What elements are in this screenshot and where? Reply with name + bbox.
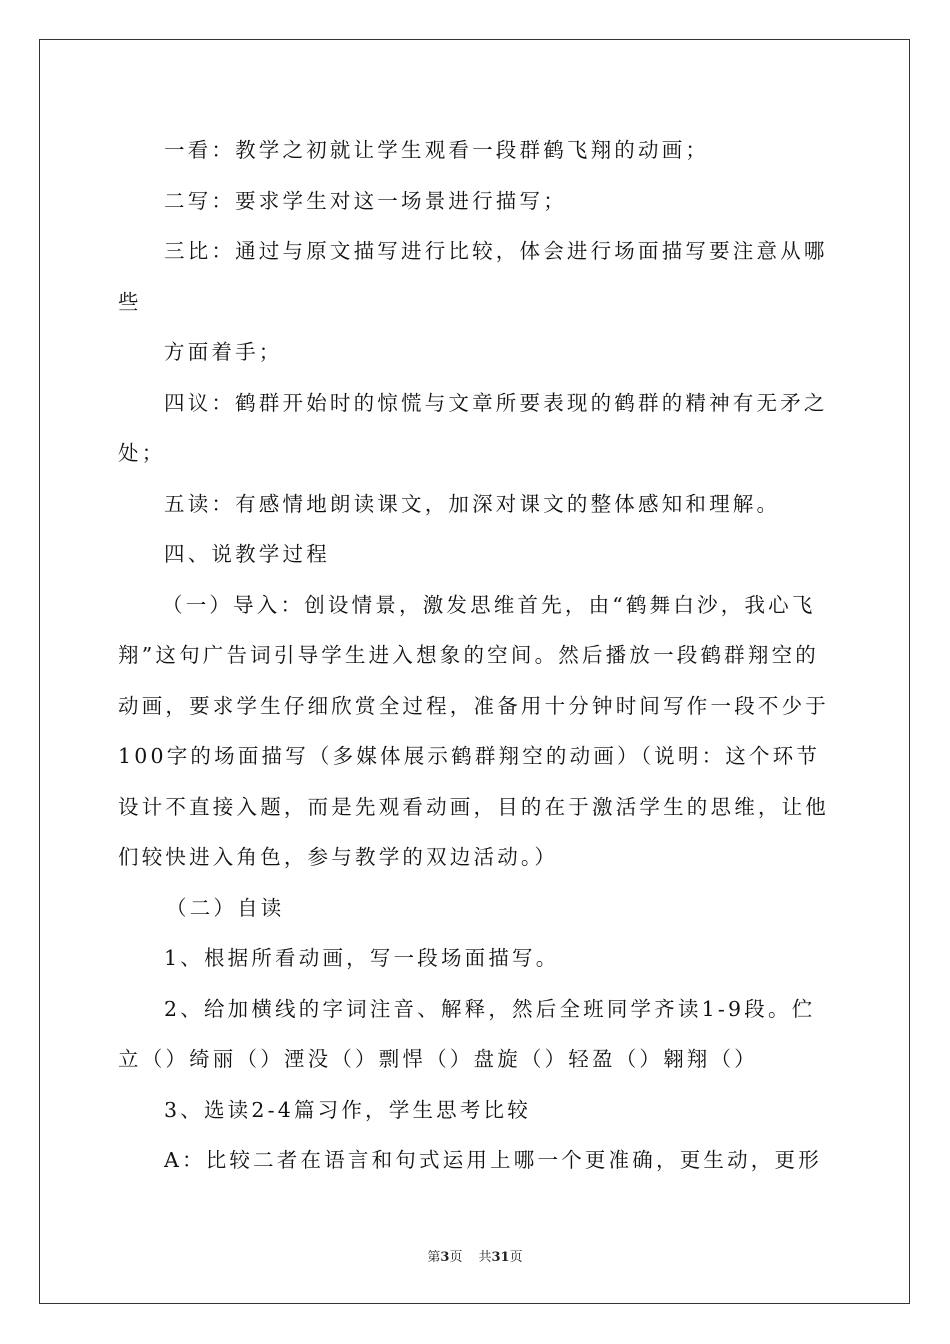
page-prefix: 第 (427, 1250, 441, 1265)
text-line: 立（）绮丽（）湮没（）剽悍（）盘旋（）轻盈（）翱翔（） (118, 1047, 758, 1071)
text-line: 翔”这句广告词引导学生进入想象的空间。然后播放一段鹤群翔空的 (118, 643, 819, 667)
text-line: 三比：通过与原文描写进行比较，体会进行场面描写要注意从哪 (164, 239, 828, 263)
text-line: 3、选读2-4篇习作，学生思考比较 (164, 1097, 531, 1122)
total-prefix: 共 (478, 1250, 492, 1265)
total-suffix: 页 (509, 1250, 523, 1265)
text-line: 处； (118, 441, 166, 465)
text-line: 一看：教学之初就让学生观看一段群鹤飞翔的动画； (164, 138, 710, 162)
page-footer (0, 1246, 950, 1265)
subsection-heading: （二）自读 (166, 895, 285, 920)
text-line: 们较快进入角色，参与教学的双边活动。） (118, 845, 559, 869)
text-line: （一）导入：创设情景，激发思维首先，由“鹤舞白沙，我心飞 (162, 592, 816, 617)
section-heading: 四、说教学过程 (164, 542, 330, 566)
page-suffix: 页 (449, 1250, 463, 1265)
text-line: 些 (118, 289, 142, 314)
text-line: 100字的场面描写（多媒体展示鹤群翔空的动画）（说明：这个环节 (118, 744, 821, 768)
text-line: 2、给加横线的字词注音、解释，然后全班同学齐读1-9段。伫 (164, 996, 816, 1021)
text-line: 1、根据所看动画，写一段场面描写。 (164, 946, 560, 970)
page-number: 3 (440, 1250, 450, 1265)
total-pages: 31 (491, 1250, 510, 1265)
text-line: 方面着手； (164, 340, 283, 364)
text-line: A：比较二者在语言和句式运用上哪一个更准确，更生动，更形 (164, 1148, 822, 1172)
text-line: 动画，要求学生仔细欣赏全过程，准备用十分钟时间写作一段不少于 (118, 693, 829, 718)
document-body (118, 125, 834, 1186)
text-line: 四议：鹤群开始时的惊慌与文章所要表现的鹤群的精神有无矛之 (164, 390, 828, 415)
text-line: 五读：有感情地朗读课文，加深对课文的整体感知和理解。 (164, 491, 781, 516)
text-line: 设计不直接入题，而是先观看动画，目的在于激活学生的思维，让他 (118, 794, 829, 819)
text-line: 二写：要求学生对这一场景进行描写； (164, 188, 567, 213)
